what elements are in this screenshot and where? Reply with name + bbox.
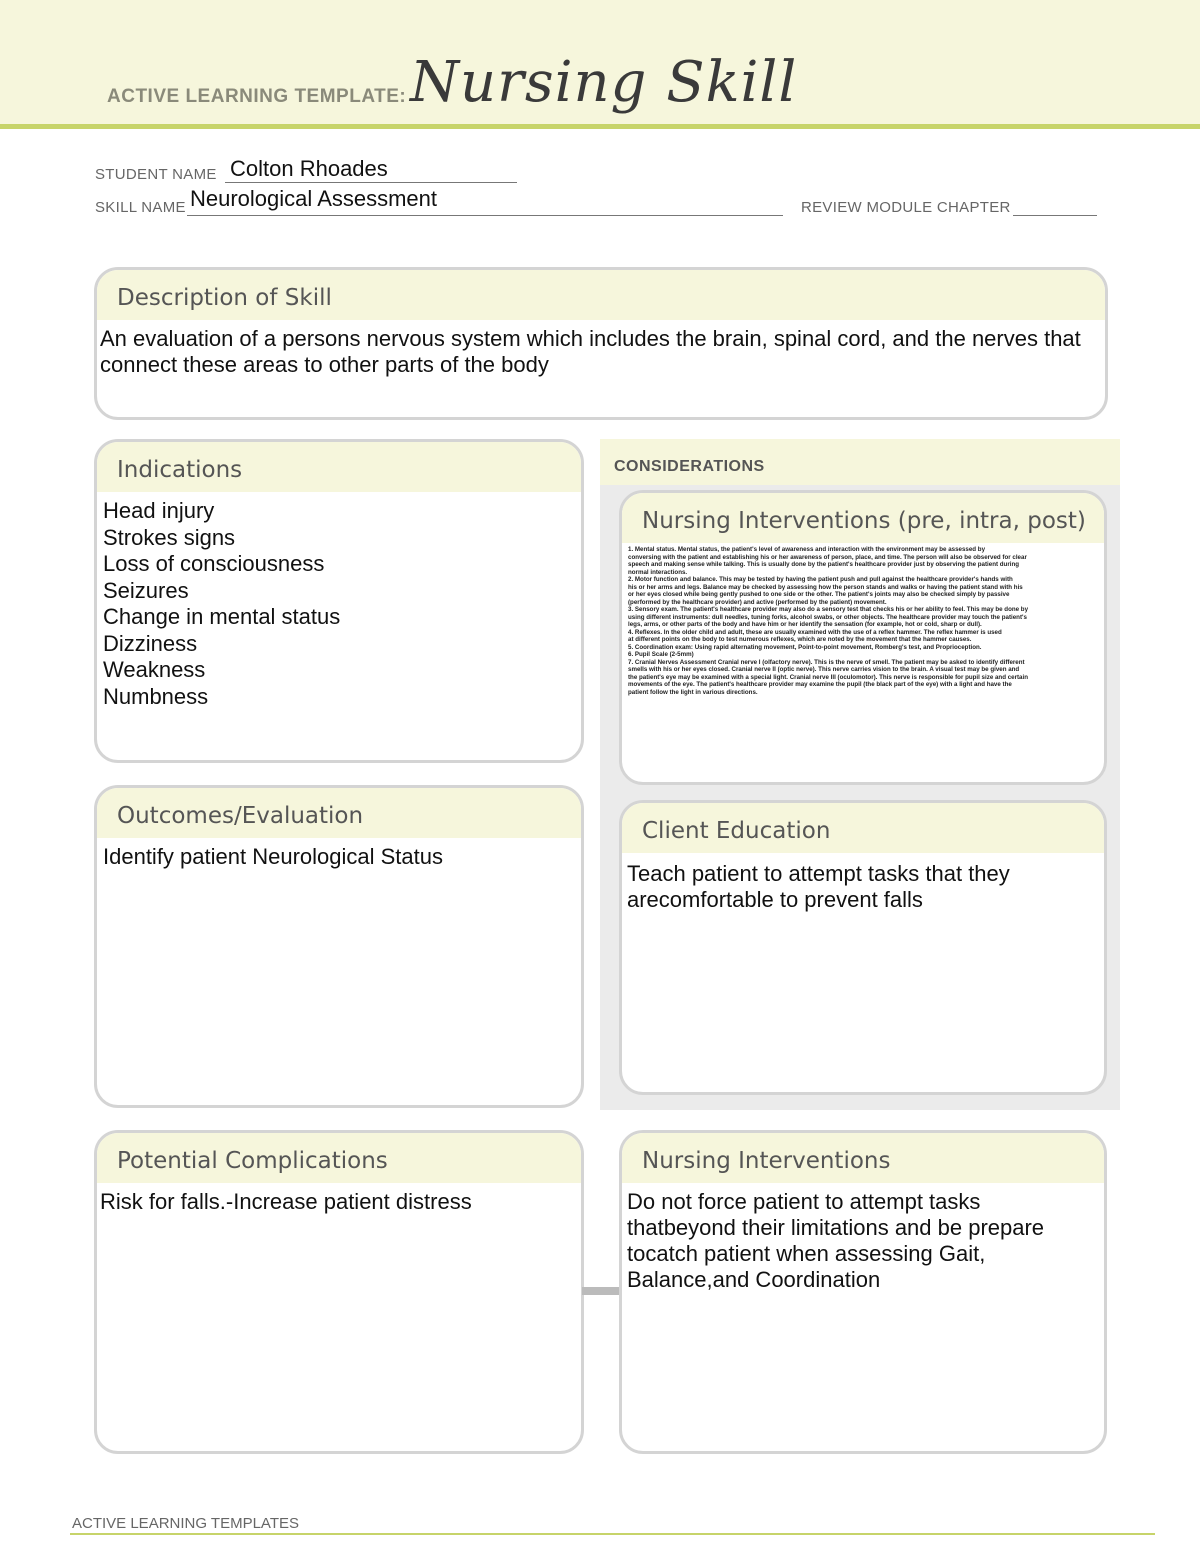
nursing-interventions-prepost-header [622, 493, 1104, 543]
text-line: the patient's eye may be examined with a special light. Cranial nerve III (oculomotor). This nerve is responsible for pupil size and certain [628, 673, 1028, 681]
nursing-interventions-prepost-text[interactable] [622, 543, 1104, 696]
indications-list[interactable] [97, 492, 581, 710]
list-item: Numbness [103, 683, 209, 709]
description-header [97, 270, 1105, 320]
indications-title: Indications [117, 457, 243, 483]
list-item: Weakness [103, 657, 206, 682]
list-item: Change in mental status [103, 604, 341, 629]
considerations-header [600, 439, 1120, 485]
list-item: Dizziness [103, 630, 198, 656]
list-item: Loss of consciousness [103, 551, 325, 576]
connector-bar [582, 1287, 622, 1295]
text-line: conversing with the patient and establishing his or her awareness of person, place, and time. The person will also be observed for clear [628, 553, 1027, 561]
text-line: using different instruments: dull needles, tuning forks, alcohol swabs, or other objects. The healthcare provider may touch the patient's [628, 613, 1027, 621]
outcomes-title: Outcomes/Evaluation [117, 803, 364, 829]
student-name-label: STUDENT NAME [95, 166, 217, 183]
header-prefix: ACTIVE LEARNING TEMPLATE: [107, 86, 407, 107]
nursing-interventions-box [619, 1130, 1107, 1454]
list-item: Strokes signs [103, 524, 236, 550]
client-education-header [622, 803, 1104, 853]
text-line: movements of the eye. The patient's healthcare provider may examine the pupil (the black part of the eye) with a light and have the [628, 681, 1012, 688]
skill-name-label: SKILL NAME [95, 199, 186, 216]
indications-header [97, 442, 581, 492]
text-line: 1. Mental status. Mental status, the patient's level of awareness and interaction with the environment may be assessed by [628, 546, 986, 553]
text-line: (performed by the healthcare provider) and active (performed by the patient) movement. [628, 598, 887, 606]
page-title: Nursing Skill [410, 50, 798, 115]
list-item: Seizures [103, 577, 189, 603]
text-line: or her eyes closed while being gently pushed to one side or the other. The patient's joints may also be checked simply by passive [628, 591, 1010, 598]
outcomes-header [97, 788, 581, 838]
client-education-box [619, 800, 1107, 1095]
text-line: 6. Pupil Scale (2-5mm) [628, 651, 694, 658]
considerations-title: CONSIDERATIONS [614, 458, 765, 475]
nursing-interventions-prepost-box [619, 490, 1107, 785]
text-line: smells with his or her eyes closed. Cranial nerve II (optic nerve). This nerve carries vision to the brain. A visual test may be given and [628, 666, 1020, 673]
indications-box [94, 439, 584, 763]
text-line: his or her arms and legs. Balance may be checked by assessing how the person stands and walks or having the patient stand with his [628, 583, 1023, 591]
student-name-field[interactable]: Colton Rhoades [230, 156, 388, 181]
list-item: Head injury [103, 498, 215, 523]
text-line: legs, arms, or other parts of the body and have him or her identify the sensation (for example, hot or cold, sharp or dull). [628, 621, 982, 628]
complications-text[interactable]: Risk for falls.-Increase patient distress [100, 1189, 472, 1214]
description-title: Description of Skill [117, 285, 332, 311]
client-education-text[interactable]: Teach patient to attempt tasks that they arecomfortable to prevent falls [627, 861, 1010, 912]
text-line: at different points on the body to test numerous reflexes, which are noted by the movement that the hammer causes. [628, 636, 972, 643]
client-education-title: Client Education [642, 818, 831, 844]
nursing-interventions-header [622, 1133, 1104, 1183]
outcomes-text[interactable]: Identify patient Neurological Status [103, 844, 443, 869]
description-text[interactable]: An evaluation of a persons nervous system which includes the brain, spinal cord, and the nerves that connect these areas to other parts of the body [100, 326, 1081, 377]
review-module-label: REVIEW MODULE CHAPTER [801, 199, 1011, 216]
text-line: 4. Reflexes. In the older child and adult, these are usually examined with the use of a reflex hammer. The reflex hammer is used [628, 628, 1002, 636]
nursing-interventions-title: Nursing Interventions [642, 1148, 891, 1174]
review-module-line [1013, 215, 1097, 216]
outcomes-box [94, 785, 584, 1108]
nursing-interventions-prepost-title: Nursing Interventions (pre, intra, post) [642, 508, 1086, 534]
complications-header [97, 1133, 581, 1183]
text-line: normal interactions. [628, 568, 688, 576]
skill-name-field[interactable]: Neurological Assessment [190, 186, 438, 211]
nursing-interventions-text[interactable]: Do not force patient to attempt tasks thatbeyond their limitations and be prepare tocatch patient when assessing Gait, Balance,and Coordination [627, 1189, 1045, 1292]
text-line: patient follow the light in various directions. [628, 688, 758, 696]
text-line: 3. Sensory exam. The patient's healthcare provider may also do a sensory test that checks his or her ability to feel. This may be done by [628, 606, 1029, 613]
complications-title: Potential Complications [117, 1148, 388, 1174]
text-line: 5. Coordination exam: Using rapid alternating movement, Point-to-point movement, Romberg's test, and Proprioception. [628, 643, 982, 651]
text-line: speech and making sense while talking. This is usually done by the patient's healthcare provider just by observing the patient during [628, 561, 1020, 568]
footer-line [70, 1533, 1155, 1535]
text-line: 7. Cranial Nerves Assessment Cranial nerve I (olfactory nerve). This is the nerve of smell. The patient may be asked to identify different [628, 658, 1025, 666]
skill-name-line [187, 215, 783, 216]
complications-box [94, 1130, 584, 1454]
description-box [94, 267, 1108, 420]
footer-text: ACTIVE LEARNING TEMPLATES [72, 1515, 299, 1532]
student-name-line [225, 182, 517, 183]
text-line: 2. Motor function and balance. This may be tested by having the patient push and pull against the healthcare provider's hands with [628, 576, 1013, 583]
